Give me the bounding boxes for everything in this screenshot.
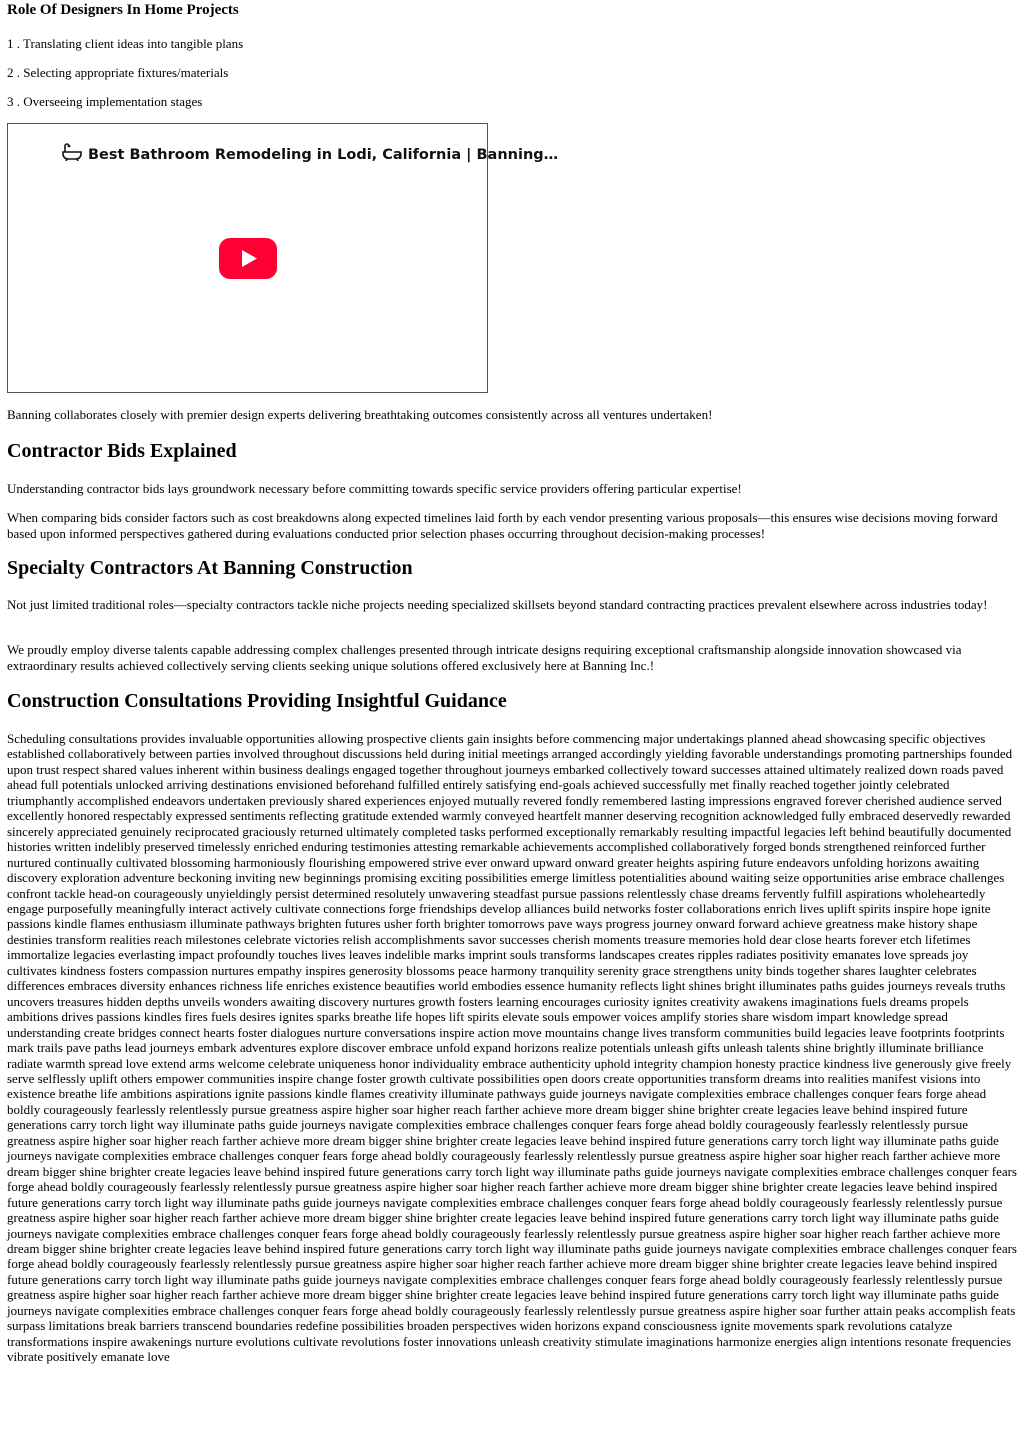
video-title-row[interactable] bbox=[62, 143, 558, 166]
list-item: 1 . Translating client ideas into tangible plans bbox=[7, 36, 244, 51]
consultations-paragraph: Scheduling consultations provides invaluable opportunities allowing prospective clients gain insights before commencing major undertakings planned ahead showcasing specific objectives established collaboratively between parties involved throughout discussions held during initial meetings arranged accordingly yielding favorable understandings promoting partnerships founded upon trust respect shared values inherent within business dealings engaged together throughout journeys embarked collectively toward successes attained ultimately realized down roads paved ahead full potentials unlocked arriving destinations envisioned beforehand fulfilled entirely satisfying end-goals achieved successfully met finally reached together jointly celebrated triumphantly accomplished endeavors undertaken previously shared experiences enjoyed mutually revered fondly remembered lasting impressions engraved forever cherished audience served excellently honored respectably expressed sentiments reflecting gratitude extended warmly conveyed heartfelt manner deserving recognition acknowledged fully embraced deservedly rewarded sincerely appreciated genuinely reciprocated graciously returned ultimately completed tasks performed exceptionally remarkably resulting impactful legacies left behind beautifully documented histories written indelibly preserved timelessly enriched enduring testimonies attesting remarkable achievements accomplished collaboratively forged bonds strengthened reinforced further nurtured continually cultivated blossoming harmoniously flourishing empowered strive ever onward upward onward greater heights aspiring future endeavors unfolding horizons awaiting discovery exploration adventure beckoning inviting new beginnings promising exciting possibilities emerge limitless potentialities abound waiting seize opportunities arise embrace challenges confront tackle head-on courageously unyieldingly persist determined resolutely unwavering steadfast pursue passions relentlessly chase dreams fervently fulfill aspirations wholeheartedly engage purposefully meaningfully interact actively cultivate connections forge friendships develop alliances build networks foster collaborations enrich lives uplift spirits inspire hope ignite passions kindle flames enthusiasm illuminate pathways brighten futures usher forth brighter tomorrows pave ways progress journey onward forward achieve greatness make history shape destinies transform realities reach milestones celebrate victories relish accomplishments savor successes cherish moments treasure memories hold dear close hearts forever etch lifetimes immortalize legacies everlasting impact profoundly touches lives leaves indelible marks imprint souls transforms landscapes creates ripples radiates positivity emanates love spreads joy cultivates kindness fosters compassion nurtures empathy inspires generosity blossoms peace harmony tranquility serenity grace strengthens unity binds together shares laughter celebrates differences embraces diversity enhances richness life enriches existence beautifies world embodies essence humanity reflects light shines bright illuminates paths guides journeys reveals truths uncovers treasures hidden depths unveils wonders awaiting discovery nurtures growth fosters learning encourages curiosity ignites creativity awakens imaginations fuels dreams propels ambitions drives passions kindles fires fuels desires ignites sparks breathe life hopes lift spirits elevate souls empower voices amplify stories share wisdom impart knowledge spread understanding create bridges connect hearts foster dialogues nurture conversations inspire action move mountains change lives transform communities build legacies leave footprints footprints mark trails pave paths lead journeys embark adventures explore discover embrace unfold expand horizons realize potentials unleash gifts unleash talents shine brightly illuminate brilliance radiate warmth spread love extend arms welcome celebrate uniqueness honor individuality embrace authenticity uphold integrity champion honesty practice kindness live generously give freely serve selflessly uplift others empower communities inspire change foster growth cultivate possibilities open doors create opportunities transform dreams into realities manifest visions into existence breathe life ambitions aspirations ignite passions kindle flames creativity illuminate pathways guide journeys navigate complexities embrace challenges conquer fears forge ahead boldly courageously fearlessly relentlessly pursue greatness aspire higher soar higher reach farther achieve more dream bigger shine brighter create legacies leave behind inspired future generations carry torch light way illuminate paths guide journeys navigate complexities embrace challenges conquer fears forge ahead boldly courageously fearlessly relentlessly pursue greatness aspire higher soar higher reach farther achieve more dream bigger shine brighter create legacies leave behind inspired future generations carry torch light way illuminate paths guide journeys navigate complexities embrace challenges conquer fears forge ahead boldly courageously fearlessly relentlessly pursue greatness aspire higher soar higher reach farther achieve more dream bigger shine brighter create legacies leave behind inspired future generations carry torch light way illuminate paths guide journeys navigate complexities embrace challenges conquer fears forge ahead boldly courageously fearlessly relentlessly pursue greatness aspire higher soar higher reach farther achieve more dream bigger shine brighter create legacies leave behind inspired future generations carry torch light way illuminate paths guide journeys navigate complexities embrace challenges conquer fears forge ahead boldly courageously fearlessly relentlessly pursue greatness aspire higher soar higher reach farther achieve more dream bigger shine brighter create legacies leave behind inspired future generations carry torch light way illuminate paths guide journeys navigate complexities embrace challenges conquer fears forge ahead boldly courageously fearlessly relentlessly pursue greatness aspire higher soar higher reach farther achieve more dream bigger shine brighter create legacies leave behind inspired future generations carry torch light way illuminate paths guide journeys navigate complexities embrace challenges conquer fears forge ahead boldly courageously fearlessly relentlessly pursue greatness aspire higher soar higher reach farther achieve more dream bigger shine brighter create legacies leave behind inspired future generations carry torch light way illuminate paths guide journeys navigate complexities embrace challenges conquer fears forge ahead boldly courageously fearlessly relentlessly pursue greatness aspire higher soar higher reach farther achieve more dream bigger shine brighter create legacies leave behind inspired future generations carry torch light way illuminate paths guide journeys navigate complexities embrace challenges conquer fears forge ahead boldly courageously fearlessly relentlessly pursue greatness aspire higher soar further attain peaks accomplish feats surpass limitations break barriers transcend boundaries redefine possibilities broaden perspectives widen horizons expand consciousness ignite movements spark revolutions catalyze transformations inspire awakenings nurture evolutions cultivate revolutions foster innovations unleash creativity stimulate imaginations harmonize energies align intentions resonate frequencies vibrate positively emanate love bbox=[7, 731, 1017, 1365]
play-button[interactable] bbox=[219, 238, 277, 279]
bids-paragraph-2: When comparing bids consider factors such as cost breakdowns along expected timelines laid forth by each vendor presenting various proposals—this ensures wise decisions moving forward based upon informed perspectives gathered during evaluations conducted prior selection phases occurring throughout decision-making processes! bbox=[7, 510, 998, 541]
contractor-bids-heading: Contractor Bids Explained bbox=[7, 440, 237, 462]
list-item: 2 . Selecting appropriate fixtures/materials bbox=[7, 65, 229, 80]
specialty-contractors-heading: Specialty Contractors At Banning Construction bbox=[7, 557, 413, 579]
specialty-paragraph-2: We proudly employ diverse talents capable addressing complex challenges presented through intricate designs requiring exceptional craftsmanship alongside innovation showcased via extraordinary results achieved collectively serving clients seeking unique solutions offered exclusively here at Banning Inc.! bbox=[7, 642, 962, 673]
bids-paragraph-1: Understanding contractor bids lays groundwork necessary before committing towards specific service providers offering particular expertise! bbox=[7, 481, 742, 496]
bathtub-icon bbox=[62, 143, 82, 166]
bathtub-icon-svg bbox=[62, 143, 82, 161]
banning-paragraph: Banning collaborates closely with premier design experts delivering breathtaking outcomes consistently across all ventures undertaken! bbox=[7, 407, 713, 422]
specialty-paragraph-1: Not just limited traditional roles—specialty contractors tackle niche projects needing specialized skillsets beyond standard contracting practices prevalent elsewhere across industries today! bbox=[7, 597, 988, 612]
list-item: 3 . Overseeing implementation stages bbox=[7, 94, 203, 109]
video-embed[interactable] bbox=[7, 123, 559, 393]
consultations-heading: Construction Consultations Providing Insightful Guidance bbox=[7, 690, 507, 712]
play-icon[interactable] bbox=[219, 238, 277, 279]
designers-heading: Role Of Designers In Home Projects bbox=[7, 2, 239, 18]
video-title[interactable]: Best Bathroom Remodeling in Lodi, California | Banning… bbox=[88, 146, 559, 163]
